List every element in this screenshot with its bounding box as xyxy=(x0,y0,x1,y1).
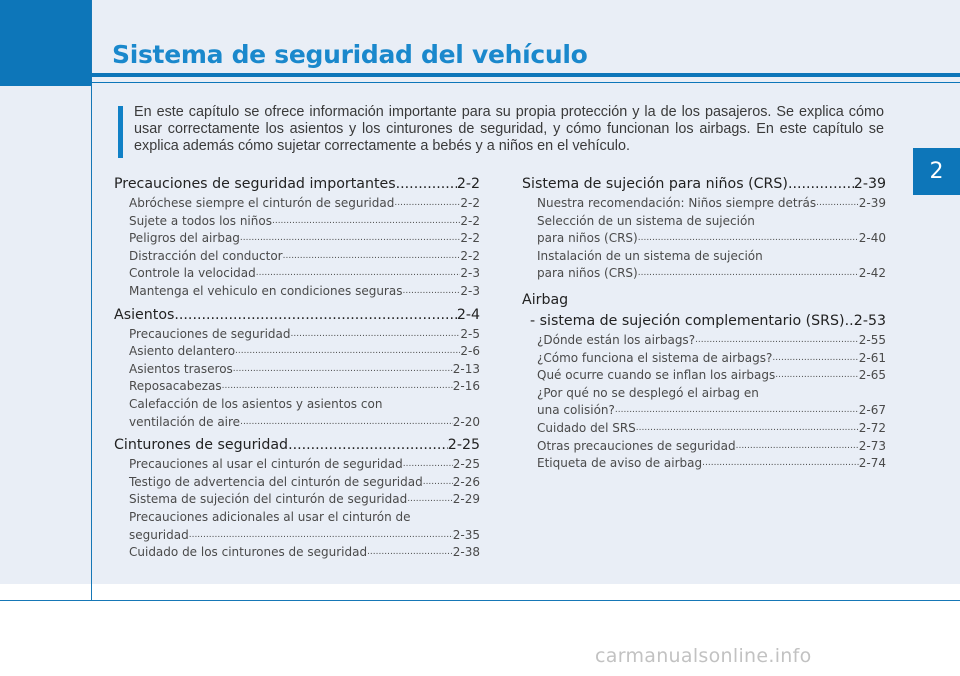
toc-entry-page: 2-55 xyxy=(858,332,886,347)
toc-entry-label: Testigo de advertencia del cinturón de seguridad xyxy=(129,474,423,489)
leader-dots xyxy=(222,378,453,396)
title-underline xyxy=(91,73,960,77)
toc-entry-label: Asientos traseros xyxy=(129,361,233,376)
toc-entry[interactable] xyxy=(114,283,480,301)
toc-entry-page: 2-38 xyxy=(452,545,480,560)
toc-airbag-list-2 xyxy=(522,420,886,473)
toc-entry-seleccion-line1[interactable]: Selección de un sistema de sujeción xyxy=(537,213,755,228)
toc-entry[interactable] xyxy=(522,438,886,456)
leader-dots xyxy=(636,420,859,438)
leader-dots xyxy=(288,435,448,456)
leader-dots xyxy=(240,414,453,432)
toc-entry-page: 2-73 xyxy=(858,438,886,453)
toc-entry[interactable] xyxy=(522,455,886,473)
intro-box xyxy=(118,104,884,155)
toc-entry-page: 2-74 xyxy=(858,456,886,471)
toc-entry[interactable] xyxy=(114,491,480,509)
toc-entry-cuidado-cinturones[interactable] xyxy=(114,544,480,562)
toc-entry-prec-adic[interactable] xyxy=(114,527,480,545)
toc-entry-crs[interactable] xyxy=(522,174,886,195)
header-corner-block xyxy=(0,0,91,86)
watermark: carmanualsonline.info xyxy=(595,645,812,667)
toc-entry-label: Precauciones de seguridad xyxy=(129,326,291,341)
toc-entry-page: 2-39 xyxy=(858,196,886,210)
toc-entry-label: Qué ocurre cuando se inflan los airbags xyxy=(537,368,776,383)
toc-entry-page: 2-3 xyxy=(460,266,480,281)
toc-entry-precauciones[interactable] xyxy=(114,174,480,195)
toc-entry-label: Sujete a todos los niños xyxy=(129,213,272,228)
toc-entry-page: 2-25 xyxy=(447,437,480,454)
leader-dots xyxy=(235,343,460,361)
toc-entry-label: una colisión? xyxy=(537,403,615,418)
toc-entry-prec-adic-line1[interactable]: Precauciones adicionales al usar el cinturón de xyxy=(129,509,411,524)
leader-dots xyxy=(638,265,859,283)
leader-dots xyxy=(615,402,859,420)
toc-right-column xyxy=(522,174,886,473)
toc-entry[interactable] xyxy=(522,350,886,368)
toc-entry-page: 2-2 xyxy=(460,196,480,210)
toc-entry-label: Abróchese siempre el cinturón de seguridad xyxy=(129,196,395,210)
toc-entry-calefaccion-line1[interactable]: Calefacción de los asientos y asientos con xyxy=(129,396,383,411)
chapter-tab[interactable]: 2 xyxy=(913,148,960,195)
toc-entry-porque-line1[interactable]: ¿Por qué no se desplegó el airbag en xyxy=(537,385,759,400)
toc-entry-page: 2-35 xyxy=(452,527,480,542)
leader-dots xyxy=(638,230,859,248)
toc-entry-label: ¿Dónde están los airbags? xyxy=(537,332,696,347)
toc-entry-label: Cuidado de los cinturones de seguridad xyxy=(129,545,368,560)
title-thin-rule xyxy=(91,82,960,83)
toc-entry-label: Peligros del airbag xyxy=(129,231,240,246)
toc-entry-asientos[interactable] xyxy=(114,305,480,326)
toc-entry-page: 2-26 xyxy=(452,474,480,489)
toc-entry-page: 2-29 xyxy=(452,492,480,507)
leader-dots xyxy=(736,438,859,456)
toc-entry[interactable] xyxy=(522,420,886,438)
leader-dots xyxy=(291,326,461,344)
leader-dots xyxy=(283,248,461,266)
toc-entry-label: - sistema de sujeción complementario (SRS) xyxy=(530,312,845,329)
toc-entry-page: 2-42 xyxy=(858,266,886,281)
toc-entry-cinturones[interactable] xyxy=(114,435,480,456)
toc-asientos-list xyxy=(114,326,480,396)
toc-entry-page: 2-3 xyxy=(460,283,480,298)
toc-entry-page: 2-67 xyxy=(858,403,886,418)
toc-entry-label: Reposacabezas xyxy=(129,379,222,394)
toc-entry-page: 2-72 xyxy=(858,420,886,435)
toc-entry[interactable] xyxy=(114,195,480,213)
toc-entry-page: 2-65 xyxy=(858,368,886,383)
toc-entry[interactable] xyxy=(114,343,480,361)
toc-entry[interactable] xyxy=(114,265,480,283)
leader-dots xyxy=(396,174,457,195)
toc-entry[interactable] xyxy=(522,332,886,350)
leader-dots xyxy=(189,527,453,545)
toc-entry-label: Etiqueta de aviso de airbag xyxy=(537,456,703,471)
leader-dots xyxy=(816,195,859,213)
toc-entry-page: 2-2 xyxy=(460,248,480,263)
leader-dots xyxy=(702,455,859,473)
page-title: Sistema de seguridad del vehículo xyxy=(112,40,588,69)
toc-entry-label: Cinturones de seguridad xyxy=(114,437,289,454)
toc-entry[interactable] xyxy=(114,456,480,474)
toc-entry-page: 2-16 xyxy=(452,379,480,394)
toc-entry-label: Asientos xyxy=(114,306,175,323)
toc-entry-page: 2-25 xyxy=(452,457,480,472)
toc-entry-page: 2-2 xyxy=(460,213,480,228)
toc-entry-label: Sistema de sujeción del cinturón de seguridad xyxy=(129,492,408,507)
toc-entry-seleccion[interactable] xyxy=(522,230,886,248)
toc-entry-label: ¿Cómo funciona el sistema de airbags? xyxy=(537,350,773,365)
leader-dots xyxy=(256,265,461,283)
toc-entry[interactable] xyxy=(114,213,480,231)
toc-entry-porque[interactable] xyxy=(522,402,886,420)
toc-entry-page: 2-2 xyxy=(456,176,480,192)
toc-entry[interactable] xyxy=(114,248,480,266)
intro-text: En este capítulo se ofrece información importante para su propia protección y la de los pasajeros. Se explica cómo usar correctamente los asientos y los cinturones de seguridad, y cómo funcionan los airbags. En este capítulo se explica además cómo sujetar correctamente a bebés y a niños en el vehículo. xyxy=(134,104,884,154)
toc-entry-label: Sistema de sujeción para niños (CRS) xyxy=(522,176,788,192)
toc-entry-label: Distracción del conductor xyxy=(129,248,283,263)
toc-entry[interactable] xyxy=(114,326,480,344)
toc-entry-label: Precauciones de seguridad importantes xyxy=(114,176,396,192)
leader-dots xyxy=(240,230,460,248)
toc-entry-label: Otras precauciones de seguridad xyxy=(537,438,736,453)
toc-entry-instalacion-line1[interactable]: Instalación de un sistema de sujeción xyxy=(537,248,763,263)
toc-entry-recomendacion[interactable] xyxy=(522,195,886,213)
toc-entry-label: Precauciones al usar el cinturón de seguridad xyxy=(129,457,403,472)
toc-entry[interactable] xyxy=(114,230,480,248)
leader-dots xyxy=(772,350,858,368)
toc-entry-page: 2-40 xyxy=(858,231,886,246)
toc-entry-page: 2-39 xyxy=(853,176,886,192)
toc-entry-label: ventilación de aire xyxy=(129,414,241,429)
toc-entry-label: Asiento delantero xyxy=(129,344,236,359)
toc-cinturones-list xyxy=(114,456,480,509)
margin-rule xyxy=(91,0,92,600)
toc-entry-label: Mantenga el vehiculo en condiciones seguras xyxy=(129,283,403,298)
intro-accent-bar xyxy=(118,106,123,158)
leader-dots xyxy=(423,474,453,492)
toc-entry-label: Nuestra recomendación: Niños siempre detrás xyxy=(537,196,817,210)
toc-entry-label: para niños (CRS) xyxy=(537,231,638,246)
leader-dots xyxy=(788,174,854,195)
toc-entry-label: seguridad xyxy=(129,527,189,542)
toc-entry-airbag[interactable] xyxy=(522,311,886,332)
leader-dots xyxy=(394,195,460,213)
toc-entry-label: Cuidado del SRS xyxy=(537,420,636,435)
leader-dots xyxy=(403,456,453,474)
toc-entry-label: Controle la velocidad xyxy=(129,266,256,281)
toc-left-column xyxy=(114,174,480,562)
leader-dots xyxy=(233,361,453,379)
leader-dots xyxy=(367,544,453,562)
toc-entry-page: 2-53 xyxy=(853,312,886,329)
leader-dots xyxy=(695,332,859,350)
leader-dots xyxy=(402,283,460,301)
toc-entry-page: 2-20 xyxy=(452,414,480,429)
toc-precauciones-list xyxy=(114,195,480,301)
leader-dots xyxy=(845,311,854,332)
toc-entry-instalacion[interactable] xyxy=(522,265,886,283)
leader-dots xyxy=(174,305,456,326)
toc-entry-page: 2-5 xyxy=(460,326,480,341)
footer-rule xyxy=(0,600,960,601)
toc-entry[interactable] xyxy=(114,361,480,379)
toc-entry-page: 2-4 xyxy=(456,306,480,323)
toc-entry-label: para niños (CRS) xyxy=(537,266,638,281)
toc-entry-page: 2-13 xyxy=(452,361,480,376)
toc-entry[interactable] xyxy=(522,367,886,385)
toc-entry[interactable] xyxy=(114,378,480,396)
toc-entry[interactable] xyxy=(114,474,480,492)
leader-dots xyxy=(407,491,453,509)
toc-entry-calefaccion[interactable] xyxy=(114,414,480,432)
toc-airbag-list xyxy=(522,332,886,385)
toc-entry-airbag-line1[interactable]: Airbag xyxy=(522,291,569,308)
toc-entry-page: 2-2 xyxy=(460,231,480,246)
leader-dots xyxy=(272,213,460,231)
toc-entry-page: 2-61 xyxy=(858,350,886,365)
leader-dots xyxy=(775,367,859,385)
toc-entry-page: 2-6 xyxy=(460,344,480,359)
